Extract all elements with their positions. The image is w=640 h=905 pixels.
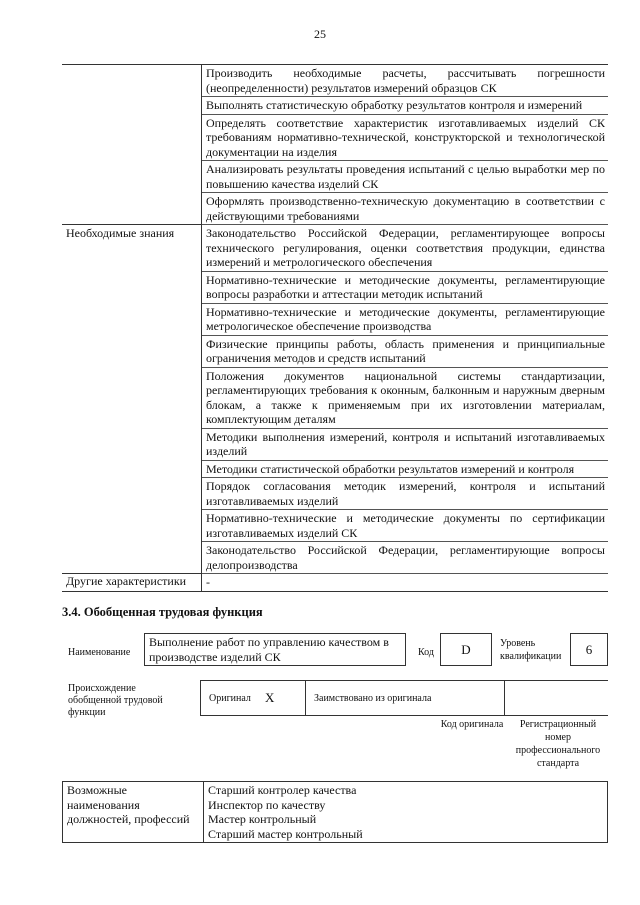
position-item: Мастер контрольный <box>208 812 317 826</box>
code-box: D <box>440 633 492 666</box>
original-code-caption: Код оригинала <box>440 719 504 730</box>
knowledge-item: Нормативно-технические и методические документы, регламентирующие метрологическое обеспечение производства <box>202 303 609 335</box>
position-item: Старший контролер качества <box>208 783 357 797</box>
knowledge-item: Положения документов национальной системы стандартизации, регламентирующих требования к оконным, балконным и наружным дверным блокам, а также к применяемым при их изготовлении материалам, комплектующим деталям <box>202 367 609 428</box>
knowledge-item: Порядок согласования методик измерений, контроля и испытаний изготавливаемых изделий <box>202 478 609 510</box>
code-label: Код <box>418 647 434 658</box>
positions-list <box>204 782 608 843</box>
table-row <box>62 225 608 272</box>
knowledge-label: Необходимые знания <box>62 225 202 574</box>
name-label: Наименование <box>68 647 131 658</box>
position-item: Старший мастер контрольный <box>208 826 363 841</box>
knowledge-item: Законодательство Российской Федерации, регламентирующее вопросы технического регулирования, оценки соответствия продукции, единства измерений и метрологического обеспечения <box>202 225 609 272</box>
positions-table <box>62 781 608 843</box>
origin-row <box>200 680 608 716</box>
registration-number-caption: Регистрационный номер профессионального стандарта <box>515 719 601 769</box>
table-row <box>62 65 608 97</box>
original-mark: X <box>265 690 275 705</box>
origin-label: Происхождение обобщенной трудовой функции <box>68 683 163 718</box>
position-item: Инспектор по качеству <box>208 797 326 812</box>
skill-item: Анализировать результаты проведения испытаний с целью выработки мер по повышению качества изделий СК <box>202 161 609 193</box>
skill-item: Выполнять статистическую обработку результатов контроля и измерений <box>202 97 609 115</box>
knowledge-item: Методики выполнения измерений, контроля и испытаний изготавливаемых изделий <box>202 428 609 460</box>
positions-label: Возможные наименования должностей, профессий <box>63 782 204 843</box>
section-title: 3.4. Обобщенная трудовая функция <box>62 605 263 619</box>
row-label <box>62 65 202 225</box>
page-number: 25 <box>314 27 326 41</box>
knowledge-item: Физические принципы работы, область применения и принципиальные ограничения методов и средств испытаний <box>202 335 609 367</box>
knowledge-item: Методики статистической обработки результатов измерений и контроля <box>202 460 609 478</box>
original-label: Оригинал <box>209 693 251 704</box>
borrowed-cell <box>304 681 505 715</box>
qualification-level-label: Уровень квалификации <box>500 638 562 662</box>
other-characteristics-label: Другие характеристики <box>62 574 202 592</box>
table-row <box>62 574 608 592</box>
knowledge-item: Нормативно-технические и методические документы по сертификации изготавливаемых изделий СК <box>202 510 609 542</box>
other-characteristics-value: - <box>202 574 609 592</box>
borrowed-label: Заимствовано из оригинала <box>314 693 432 704</box>
skill-item: Производить необходимые расчеты, рассчитывать погрешности (неопределенности) результатов измерений образцов СК <box>202 65 609 97</box>
function-name-box: Выполнение работ по управлению качеством в производстве изделий СК <box>144 633 406 666</box>
skill-item: Оформлять производственно-техническую документацию в соответствии с действующими требованиями <box>202 193 609 225</box>
knowledge-item: Нормативно-технические и методические документы, регламентирующие вопросы разработки и аттестации методик испытаний <box>202 271 609 303</box>
skills-knowledge-table <box>62 64 608 592</box>
knowledge-item: Законодательство Российской Федерации, регламентирующие вопросы делопроизводства <box>202 542 609 574</box>
original-cell <box>200 681 306 715</box>
qualification-level-box: 6 <box>570 633 608 666</box>
skill-item: Определять соответствие характеристик изготавливаемых изделий СК требованиям нормативно-технической, конструкторской и технологической документации на изделия <box>202 114 609 161</box>
